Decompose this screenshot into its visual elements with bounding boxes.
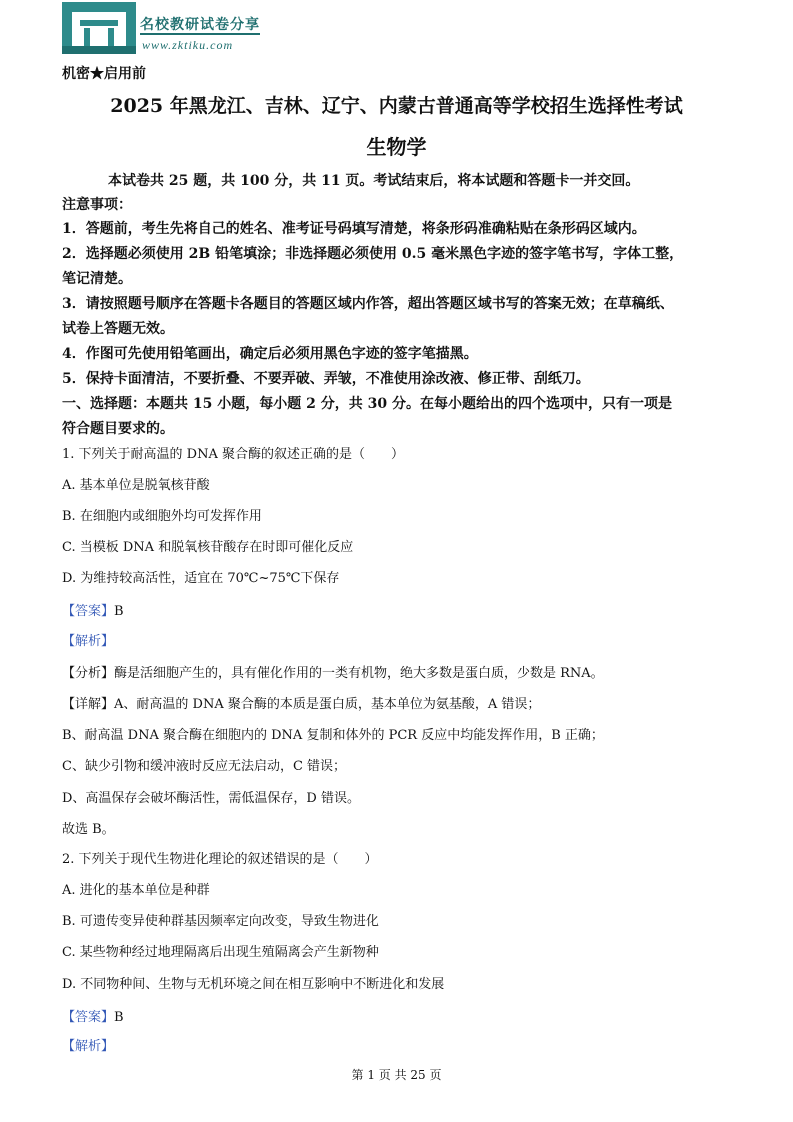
logo-divider <box>140 33 260 35</box>
answer-value: B <box>114 604 124 619</box>
logo-url: www.zktiku.com <box>142 38 234 52</box>
section-heading: 符合题目要求的。 <box>62 421 174 437</box>
question-option: C. 当模板 DNA 和脱氧核苷酸存在时即可催化反应 <box>62 540 354 555</box>
question-option: A. 基本单位是脱氧核苷酸 <box>62 478 210 493</box>
analysis-line: B、耐高温 DNA 聚合酶在细胞内的 DNA 复制和体外的 PCR 反应中均能发挥作用，B 正确； <box>62 728 604 743</box>
site-logo <box>62 2 272 54</box>
analysis-line: 故选 B。 <box>62 822 115 837</box>
answer-tag: 【答案】 <box>62 604 115 619</box>
analysis-tag: 【解析】 <box>62 1039 115 1054</box>
question-option: B. 可遗传变异使种群基因频率定向改变，导致生物进化 <box>62 914 379 929</box>
analysis-line: 【分析】酶是活细胞产生的，具有催化作用的一类有机物，绝大多数是蛋白质，少数是 RNA。 <box>62 666 604 681</box>
analysis-line: C、缺少引物和缓冲液时反应无法启动，C 错误； <box>62 759 347 774</box>
logo-title: 名校教研试卷分享 <box>140 17 260 33</box>
section-heading: 一、选择题：本题共 15 小题，每小题 2 分，共 30 分。在每小题给出的四个选项中，只有一项是 <box>62 396 672 412</box>
analysis-tag: 【解析】 <box>62 634 115 649</box>
notice-heading: 注意事项： <box>62 197 132 213</box>
notice-item: 笔记清楚。 <box>62 271 132 287</box>
notice-item: 试卷上答题无效。 <box>62 321 174 337</box>
answer-value: B <box>114 1010 124 1025</box>
question-option: C. 某些物种经过地理隔离后出现生殖隔离会产生新物种 <box>62 945 379 960</box>
exam-subject: 生物学 <box>366 135 427 159</box>
notice-item: 5．保持卡面清洁，不要折叠、不要弄破、弄皱，不准使用涂改液、修正带、刮纸刀。 <box>62 371 590 387</box>
analysis-line: D、高温保存会破坏酶活性，需低温保存，D 错误。 <box>62 791 360 806</box>
secret-label: 机密★启用前 <box>62 66 146 82</box>
question-stem: 1. 下列关于耐高温的 DNA 聚合酶的叙述正确的是（ ） <box>62 447 404 462</box>
answer-tag: 【答案】 <box>62 1010 115 1025</box>
answer-line <box>62 603 752 621</box>
logo-mark-icon <box>62 2 136 54</box>
notice-item: 3．请按照题号顺序在答题卡各题目的答题区域内作答，超出答题区域书写的答案无效；在草稿纸、 <box>62 296 674 312</box>
exam-intro: 本试卷共 25 题，共 100 分，共 11 页。考试结束后，将本试题和答题卡一并交回。 <box>108 173 640 189</box>
notice-item: 4．作图可先使用铅笔画出，确定后必须用黑色字迹的签字笔描黑。 <box>62 346 478 362</box>
question-option: D. 不同物种间、生物与无机环境之间在相互影响中不断进化和发展 <box>62 977 445 992</box>
answer-line <box>62 1009 752 1027</box>
question-option: B. 在细胞内或细胞外均可发挥作用 <box>62 509 262 524</box>
question-option: D. 为维持较高活性，适宜在 70℃~75℃下保存 <box>62 571 340 586</box>
question-option: A. 进化的基本单位是种群 <box>62 883 210 898</box>
page-footer: 第 1 页 共 25 页 <box>351 1068 442 1082</box>
notice-item: 2．选择题必须使用 2B 铅笔填涂；非选择题必须使用 0.5 毫米黑色字迹的签字笔书写，字体工整， <box>62 246 684 262</box>
question-stem: 2. 下列关于现代生物进化理论的叙述错误的是（ ） <box>62 852 378 867</box>
analysis-line: 【详解】A、耐高温的 DNA 聚合酶的本质是蛋白质，基本单位为氨基酸，A 错误； <box>62 697 541 712</box>
notice-item: 1．答题前，考生先将自己的姓名、准考证号码填写清楚，将条形码准确粘贴在条形码区域内。 <box>62 221 646 237</box>
exam-title: 2025 年黑龙江、吉林、辽宁、内蒙古普通高等学校招生选择性考试 <box>110 95 683 117</box>
